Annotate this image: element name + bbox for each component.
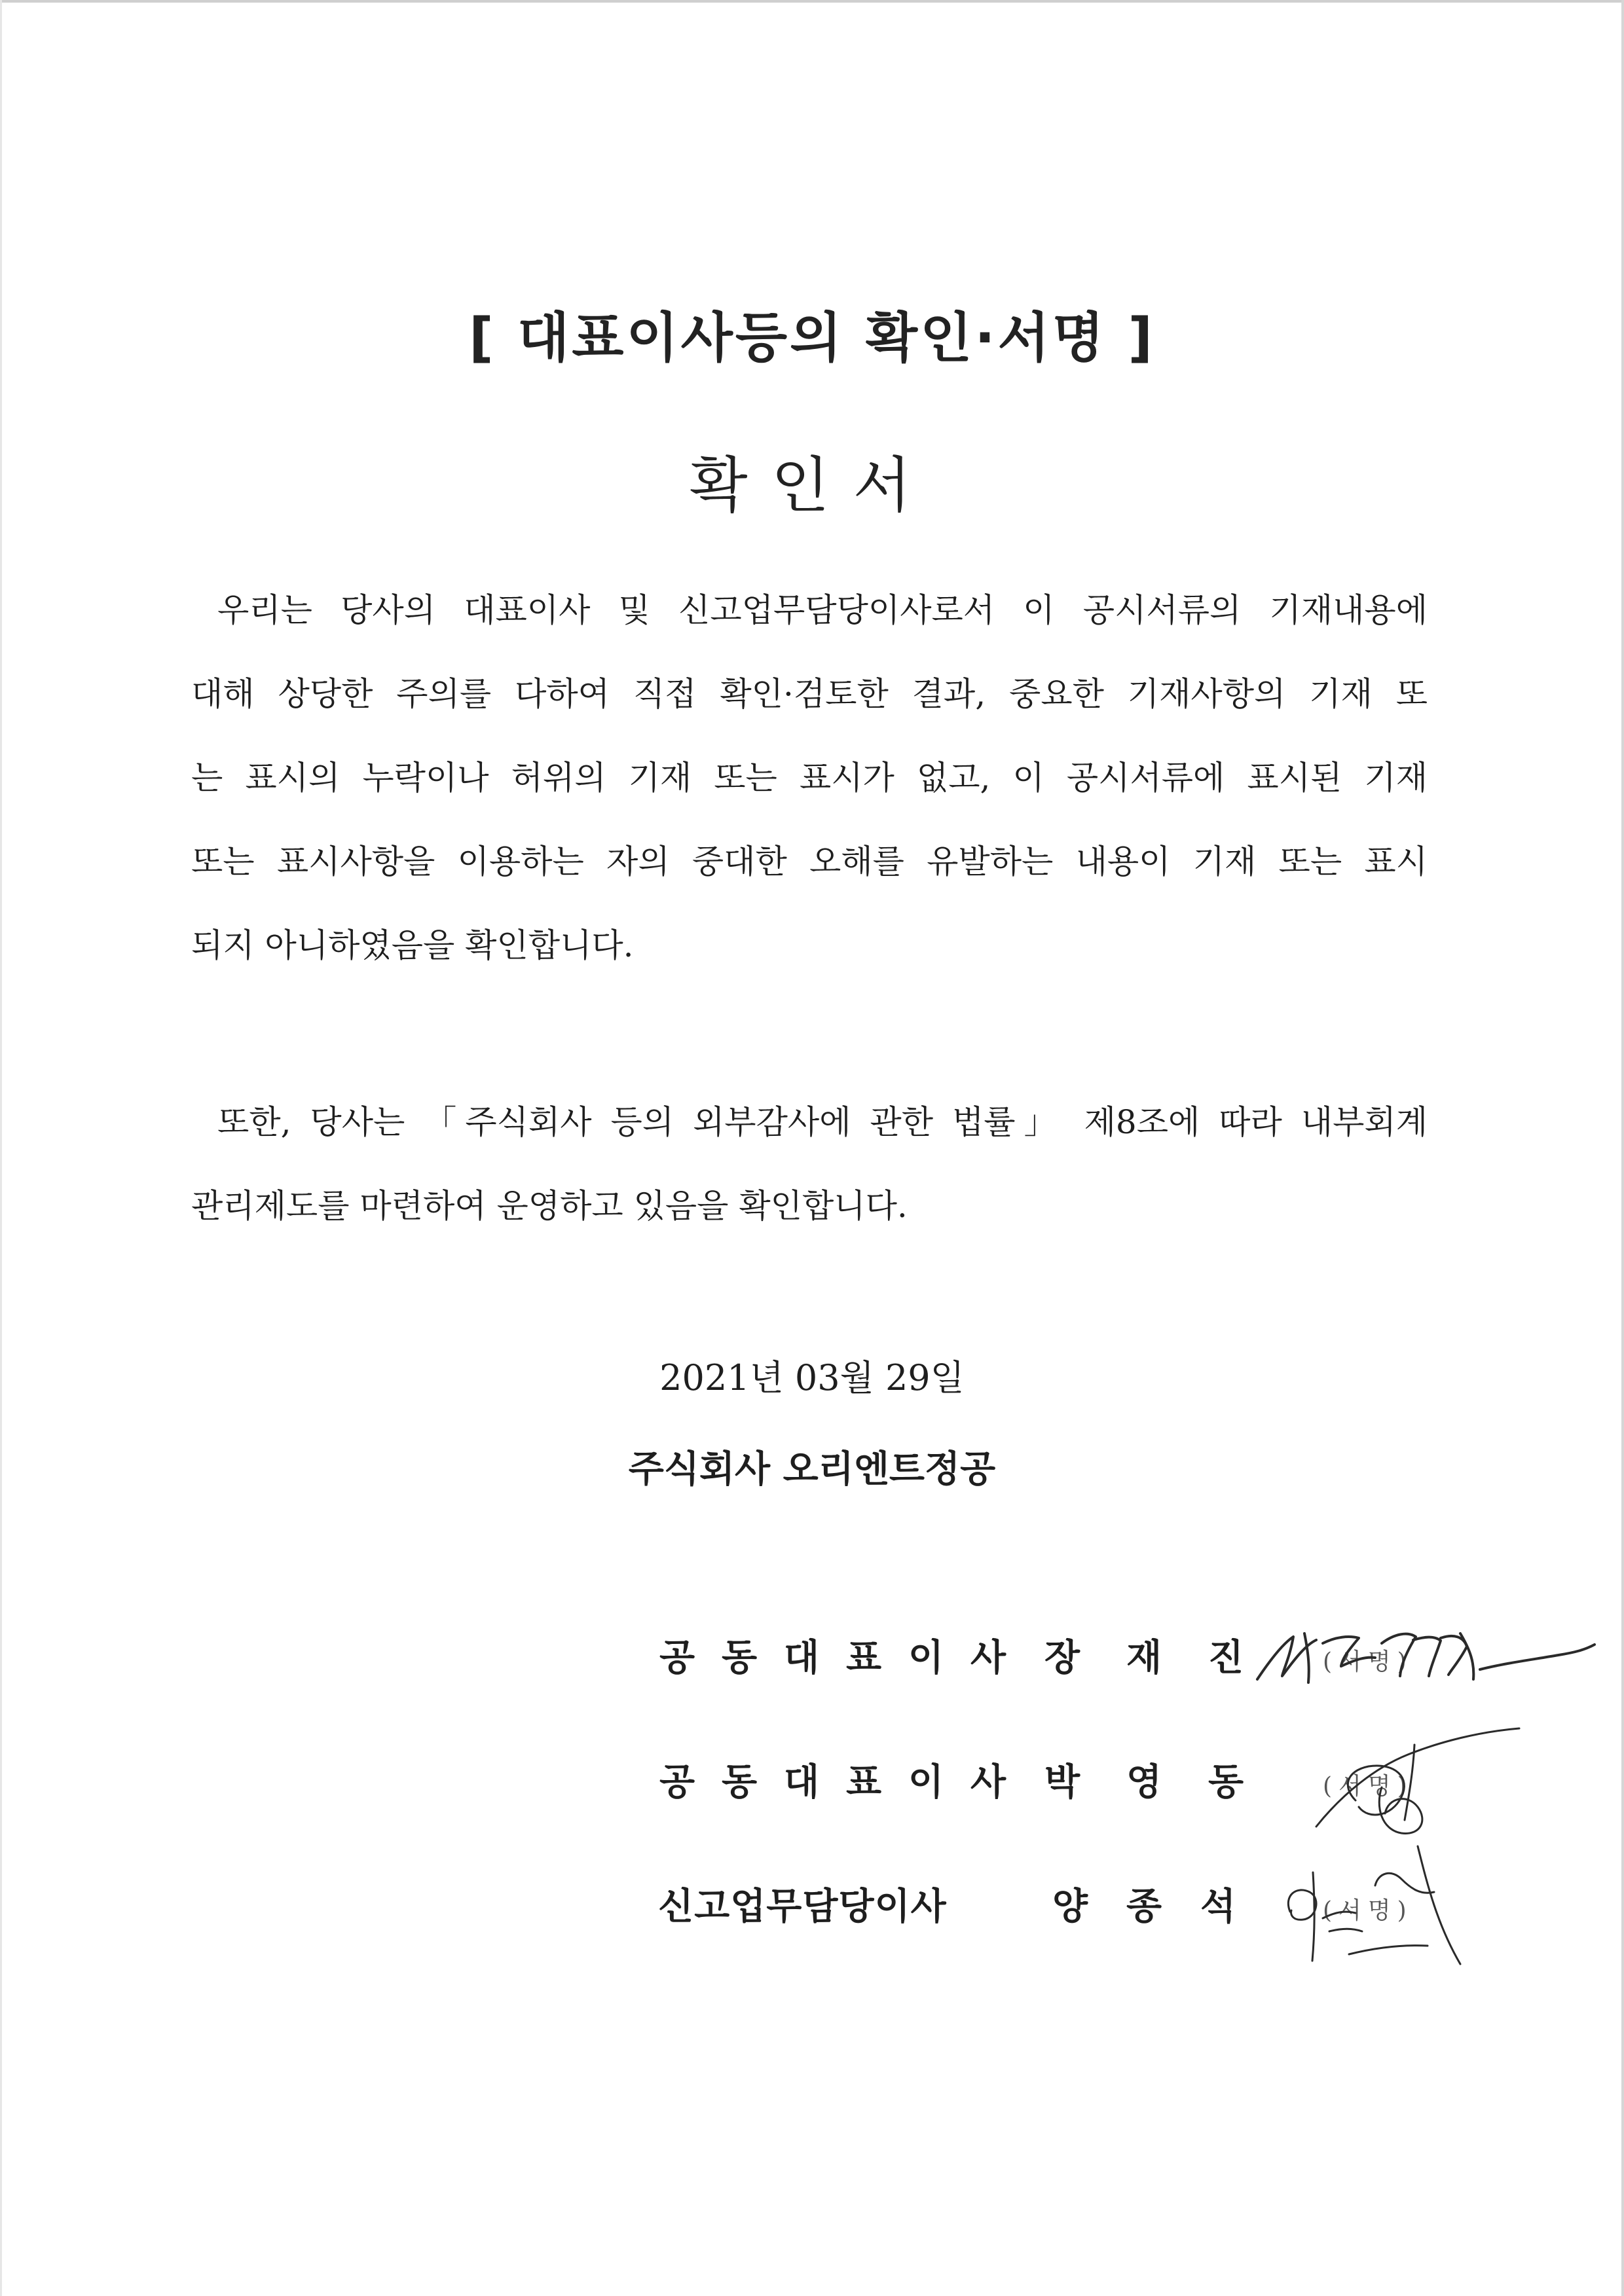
signer-role-char: 공 xyxy=(659,1637,695,1679)
signer-name-char: 장 xyxy=(1044,1637,1080,1679)
title-char: 서 xyxy=(853,450,935,520)
company-name: 주식회사 오리엔트정공 xyxy=(628,1448,996,1491)
signer-role-char: 사 xyxy=(970,1637,1006,1679)
signer-role-char: 대 xyxy=(784,1761,820,1804)
title-char: 인 xyxy=(771,450,853,520)
paragraph-line: 대해 상당한 주의를 다하여 직접 확인·검토한 결과, 중요한 기재사항의 기재 또 xyxy=(191,675,1428,713)
paragraph-line: 되지 아니하였음을 확인합니다. xyxy=(191,926,634,964)
signer-name-char: 진 xyxy=(1208,1637,1244,1679)
internal-control-paragraph xyxy=(191,1080,1428,1248)
paragraph-line: 또한, 당사는 「주식회사 등의 외부감사에 관한 법률」 제8조에 따라 내부회계 xyxy=(217,1103,1428,1141)
signer-name-char: 재 xyxy=(1126,1637,1162,1679)
signer-role-char: 동 xyxy=(722,1637,758,1679)
sign-placeholder: (서명) xyxy=(1323,1897,1413,1924)
signer-name-char: 박 xyxy=(1044,1761,1080,1804)
main-heading: [ 대표이사등의 확인·서명 ] xyxy=(469,307,1155,369)
signer-name-char: 영 xyxy=(1126,1761,1162,1804)
sign-placeholder: (서명) xyxy=(1323,1649,1413,1675)
handwritten-signature-3 xyxy=(1270,1833,1493,1984)
document-title xyxy=(0,446,1624,525)
signer-role-char: 이 xyxy=(908,1761,944,1804)
signer-name-char: 종 xyxy=(1126,1886,1162,1928)
signer-name-char: 양 xyxy=(1052,1886,1088,1928)
signer-role-char: 표 xyxy=(846,1761,882,1804)
signer-role-char: 이 xyxy=(908,1637,944,1679)
signer-role-char: 동 xyxy=(722,1761,758,1804)
paragraph-line: 우리는 당사의 대표이사 및 신고업무담당이사로서 이 공시서류의 기재내용에 xyxy=(217,591,1428,629)
signer-role-char: 공 xyxy=(659,1761,695,1804)
signer-role-char: 대 xyxy=(784,1637,820,1679)
sign-placeholder: (서명) xyxy=(1323,1773,1413,1800)
paragraph-line: 관리제도를 마련하여 운영하고 있음을 확인합니다. xyxy=(191,1187,908,1225)
page-edge-top xyxy=(0,0,1624,3)
signer-role-char: 표 xyxy=(846,1637,882,1679)
confirmation-paragraph xyxy=(191,568,1428,987)
signer-role-char: 사 xyxy=(970,1761,1006,1804)
signer-role: 신고업무담당이사 xyxy=(658,1886,947,1928)
signer-name-char: 석 xyxy=(1200,1886,1236,1928)
document-date: 2021년 03월 29일 xyxy=(659,1357,965,1398)
paragraph-line: 또는 표시사항을 이용하는 자의 중대한 오해를 유발하는 내용이 기재 또는 표시 xyxy=(191,843,1428,881)
title-char: 확 xyxy=(689,450,771,520)
signer-name-char: 동 xyxy=(1208,1761,1244,1804)
handwritten-signature-1 xyxy=(1244,1597,1611,1709)
paragraph-line: 는 표시의 누락이나 허위의 기재 또는 표시가 없고, 이 공시서류에 표시된 기재 xyxy=(191,759,1428,797)
